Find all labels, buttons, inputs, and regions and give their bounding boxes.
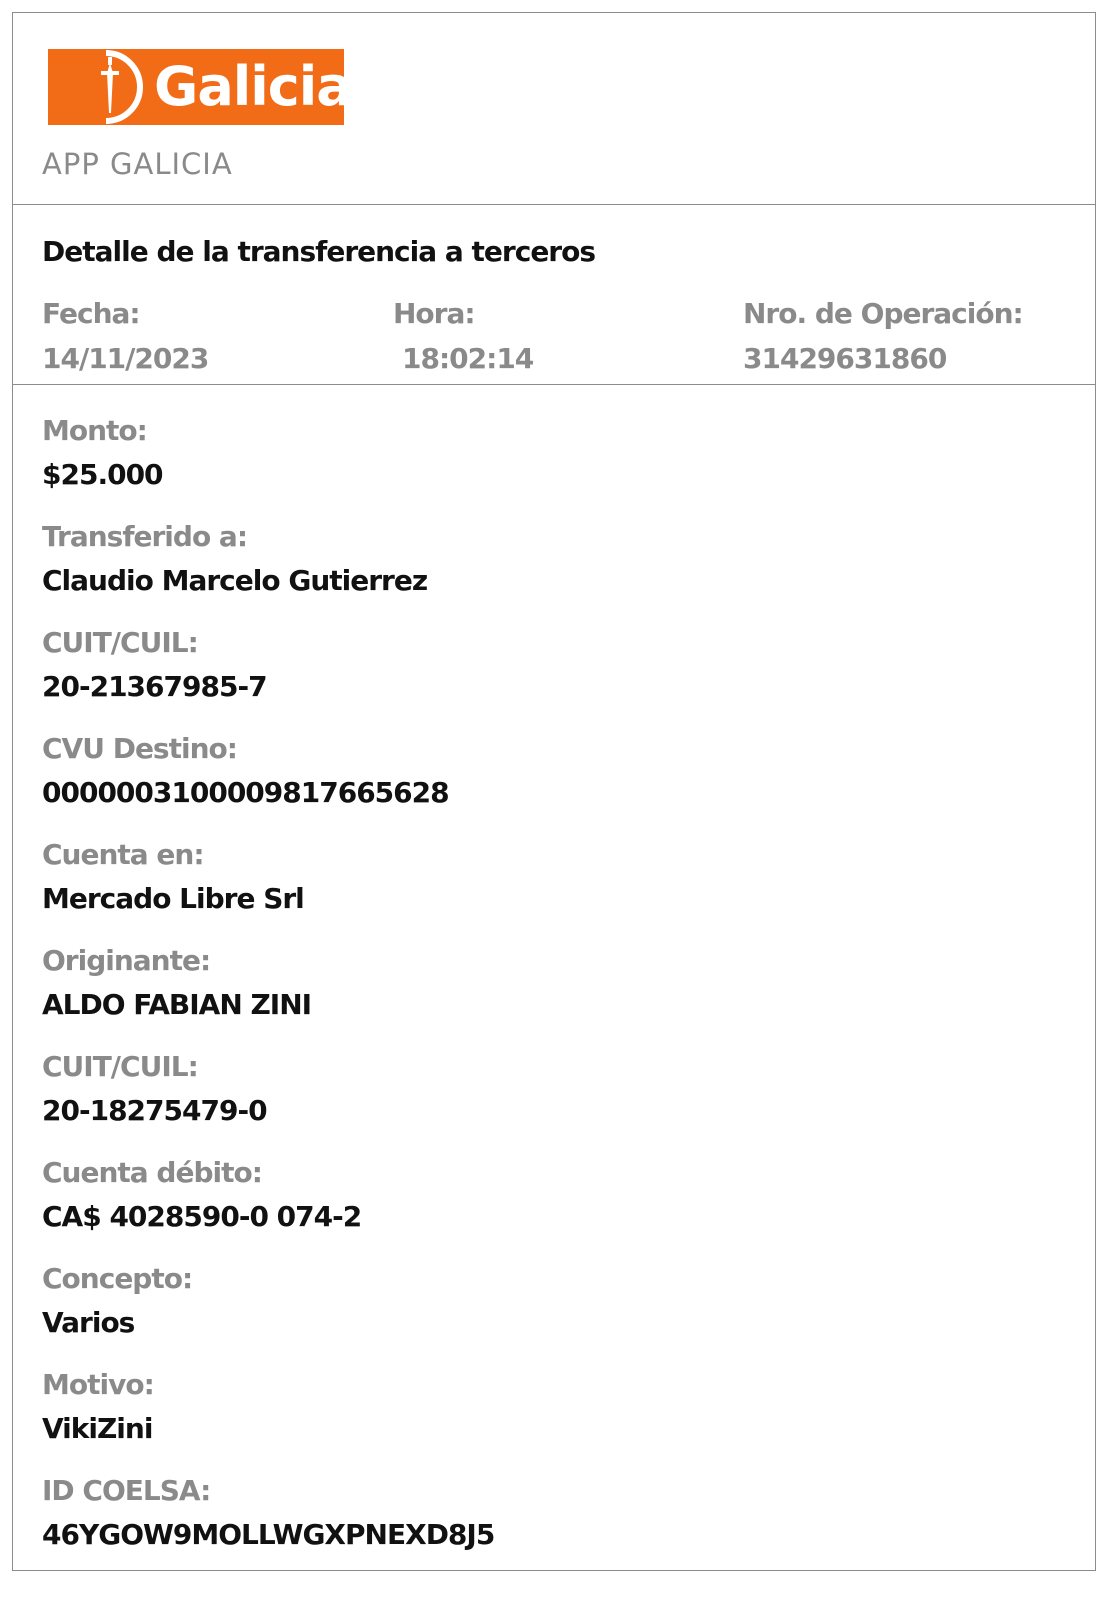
field-label: Transferido a: (42, 520, 248, 553)
page-title: Detalle de la transferencia a terceros (42, 235, 596, 268)
field-label: Cuenta en: (42, 838, 204, 871)
field-value: $25.000 (42, 458, 163, 491)
field-label: Originante: (42, 944, 211, 977)
operation-summary (13, 205, 1095, 385)
id-coelsa-field (42, 1473, 494, 1579)
monto-field (42, 413, 494, 519)
receipt-header (13, 13, 1095, 205)
field-label: CUIT/CUIL: (42, 626, 198, 659)
field-label: CVU Destino: (42, 732, 237, 765)
field-label: Concepto: (42, 1262, 193, 1295)
nro-operacion-group (743, 297, 1023, 375)
transferido-a-field (42, 519, 494, 625)
field-label: ID COELSA: (42, 1474, 211, 1507)
cuit-originante-field (42, 1049, 494, 1155)
galicia-logo (48, 49, 352, 125)
fecha-group (42, 297, 208, 375)
field-label: Monto: (42, 414, 147, 447)
cuit-destino-field (42, 625, 494, 731)
field-value: Mercado Libre Srl (42, 882, 304, 915)
field-value: ALDO FABIAN ZINI (42, 988, 312, 1021)
receipt-frame (12, 12, 1096, 1571)
field-value: Claudio Marcelo Gutierrez (42, 564, 428, 597)
field-value: Varios (42, 1306, 135, 1339)
field-label: CUIT/CUIL: (42, 1050, 198, 1083)
field-value: 46YGOW9MOLLWGXPNEXD8J5 (42, 1518, 495, 1551)
field-value: 0000003100009817665628 (42, 776, 449, 809)
hora-group (393, 297, 533, 375)
hora-label: Hora: (393, 297, 475, 330)
concepto-field (42, 1261, 494, 1367)
hora-value: 18:02:14 (402, 342, 534, 375)
field-label: Cuenta débito: (42, 1156, 262, 1189)
logo-wordmark: Galicia (154, 55, 352, 118)
field-label: Motivo: (42, 1368, 154, 1401)
fecha-value: 14/11/2023 (42, 342, 209, 375)
nro-operacion-value: 31429631860 (743, 342, 947, 375)
app-name: APP GALICIA (42, 147, 233, 181)
transfer-details (42, 413, 494, 1579)
motivo-field (42, 1367, 494, 1473)
field-value: 20-18275479-0 (42, 1094, 267, 1127)
cuenta-debito-field (42, 1155, 494, 1261)
fecha-label: Fecha: (42, 297, 140, 330)
nro-operacion-label: Nro. de Operación: (743, 297, 1023, 330)
cvu-destino-field (42, 731, 494, 837)
field-value: CA$ 4028590-0 074-2 (42, 1200, 362, 1233)
field-value: 20-21367985-7 (42, 670, 267, 703)
originante-field (42, 943, 494, 1049)
field-value: VikiZini (42, 1412, 153, 1445)
cuenta-en-field (42, 837, 494, 943)
galicia-cross-icon (70, 49, 154, 125)
